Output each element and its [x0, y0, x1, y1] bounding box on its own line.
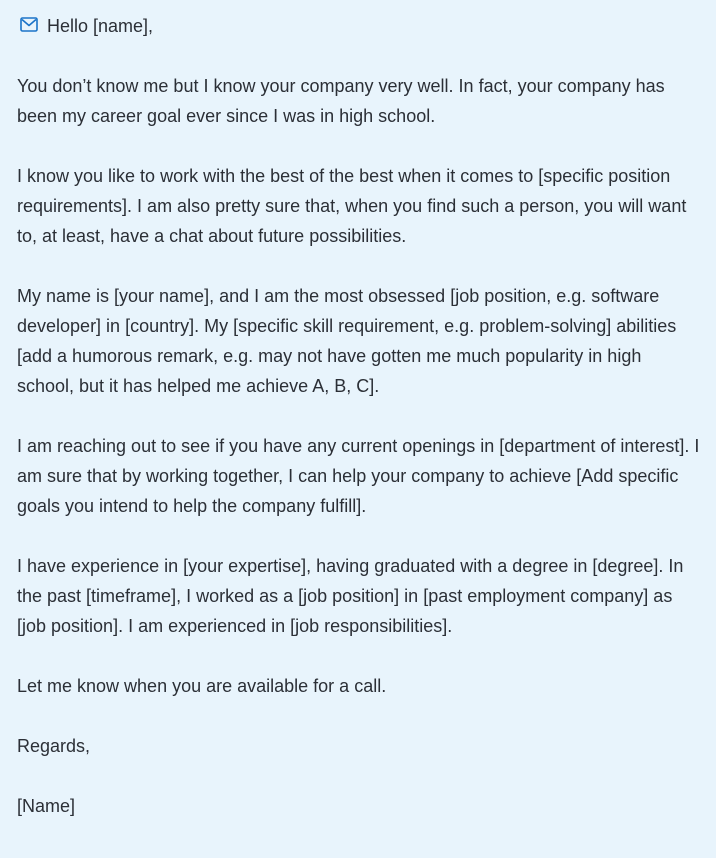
greeting-text: Hello [name], [47, 16, 154, 36]
paragraph: I know you like to work with the best of the best when it comes to [specific position requirements]. I am also pretty sure that, when you find such a person, you will want to, at least, have a chat about future possibilities. [17, 166, 687, 246]
paragraph: I am reaching out to see if you have any current openings in [department of interest]. I am sure that by working together, I can help your company to achieve [Add specific goals you intend to help the company fulfill]. [17, 436, 700, 516]
paragraph: You don’t know me but I know your company very well. In fact, your company has been my career goal ever since I was in high school. [17, 76, 665, 126]
paragraph: I have experience in [your expertise], having graduated with a degree in [degree]. In the past [timeframe], I worked as a [job position] in [past employment company] as [job position]. I am experienced in [job responsibilities]. [17, 556, 684, 636]
paragraph: My name is [your name], and I am the most obsessed [job position, e.g. software developer] in [country]. My [specific skill requirement, e.g. problem-solving] abilities [add a humorous remark, e.g. may not have gotten me much popularity in high school, but it has helped me achieve A, B, C]. [17, 286, 677, 396]
signature: [Name] [17, 796, 76, 816]
mail-icon [20, 17, 40, 33]
paragraph: Let me know when you are available for a call. [17, 676, 387, 696]
closing: Regards, [17, 736, 91, 756]
greeting-line [17, 11, 702, 41]
